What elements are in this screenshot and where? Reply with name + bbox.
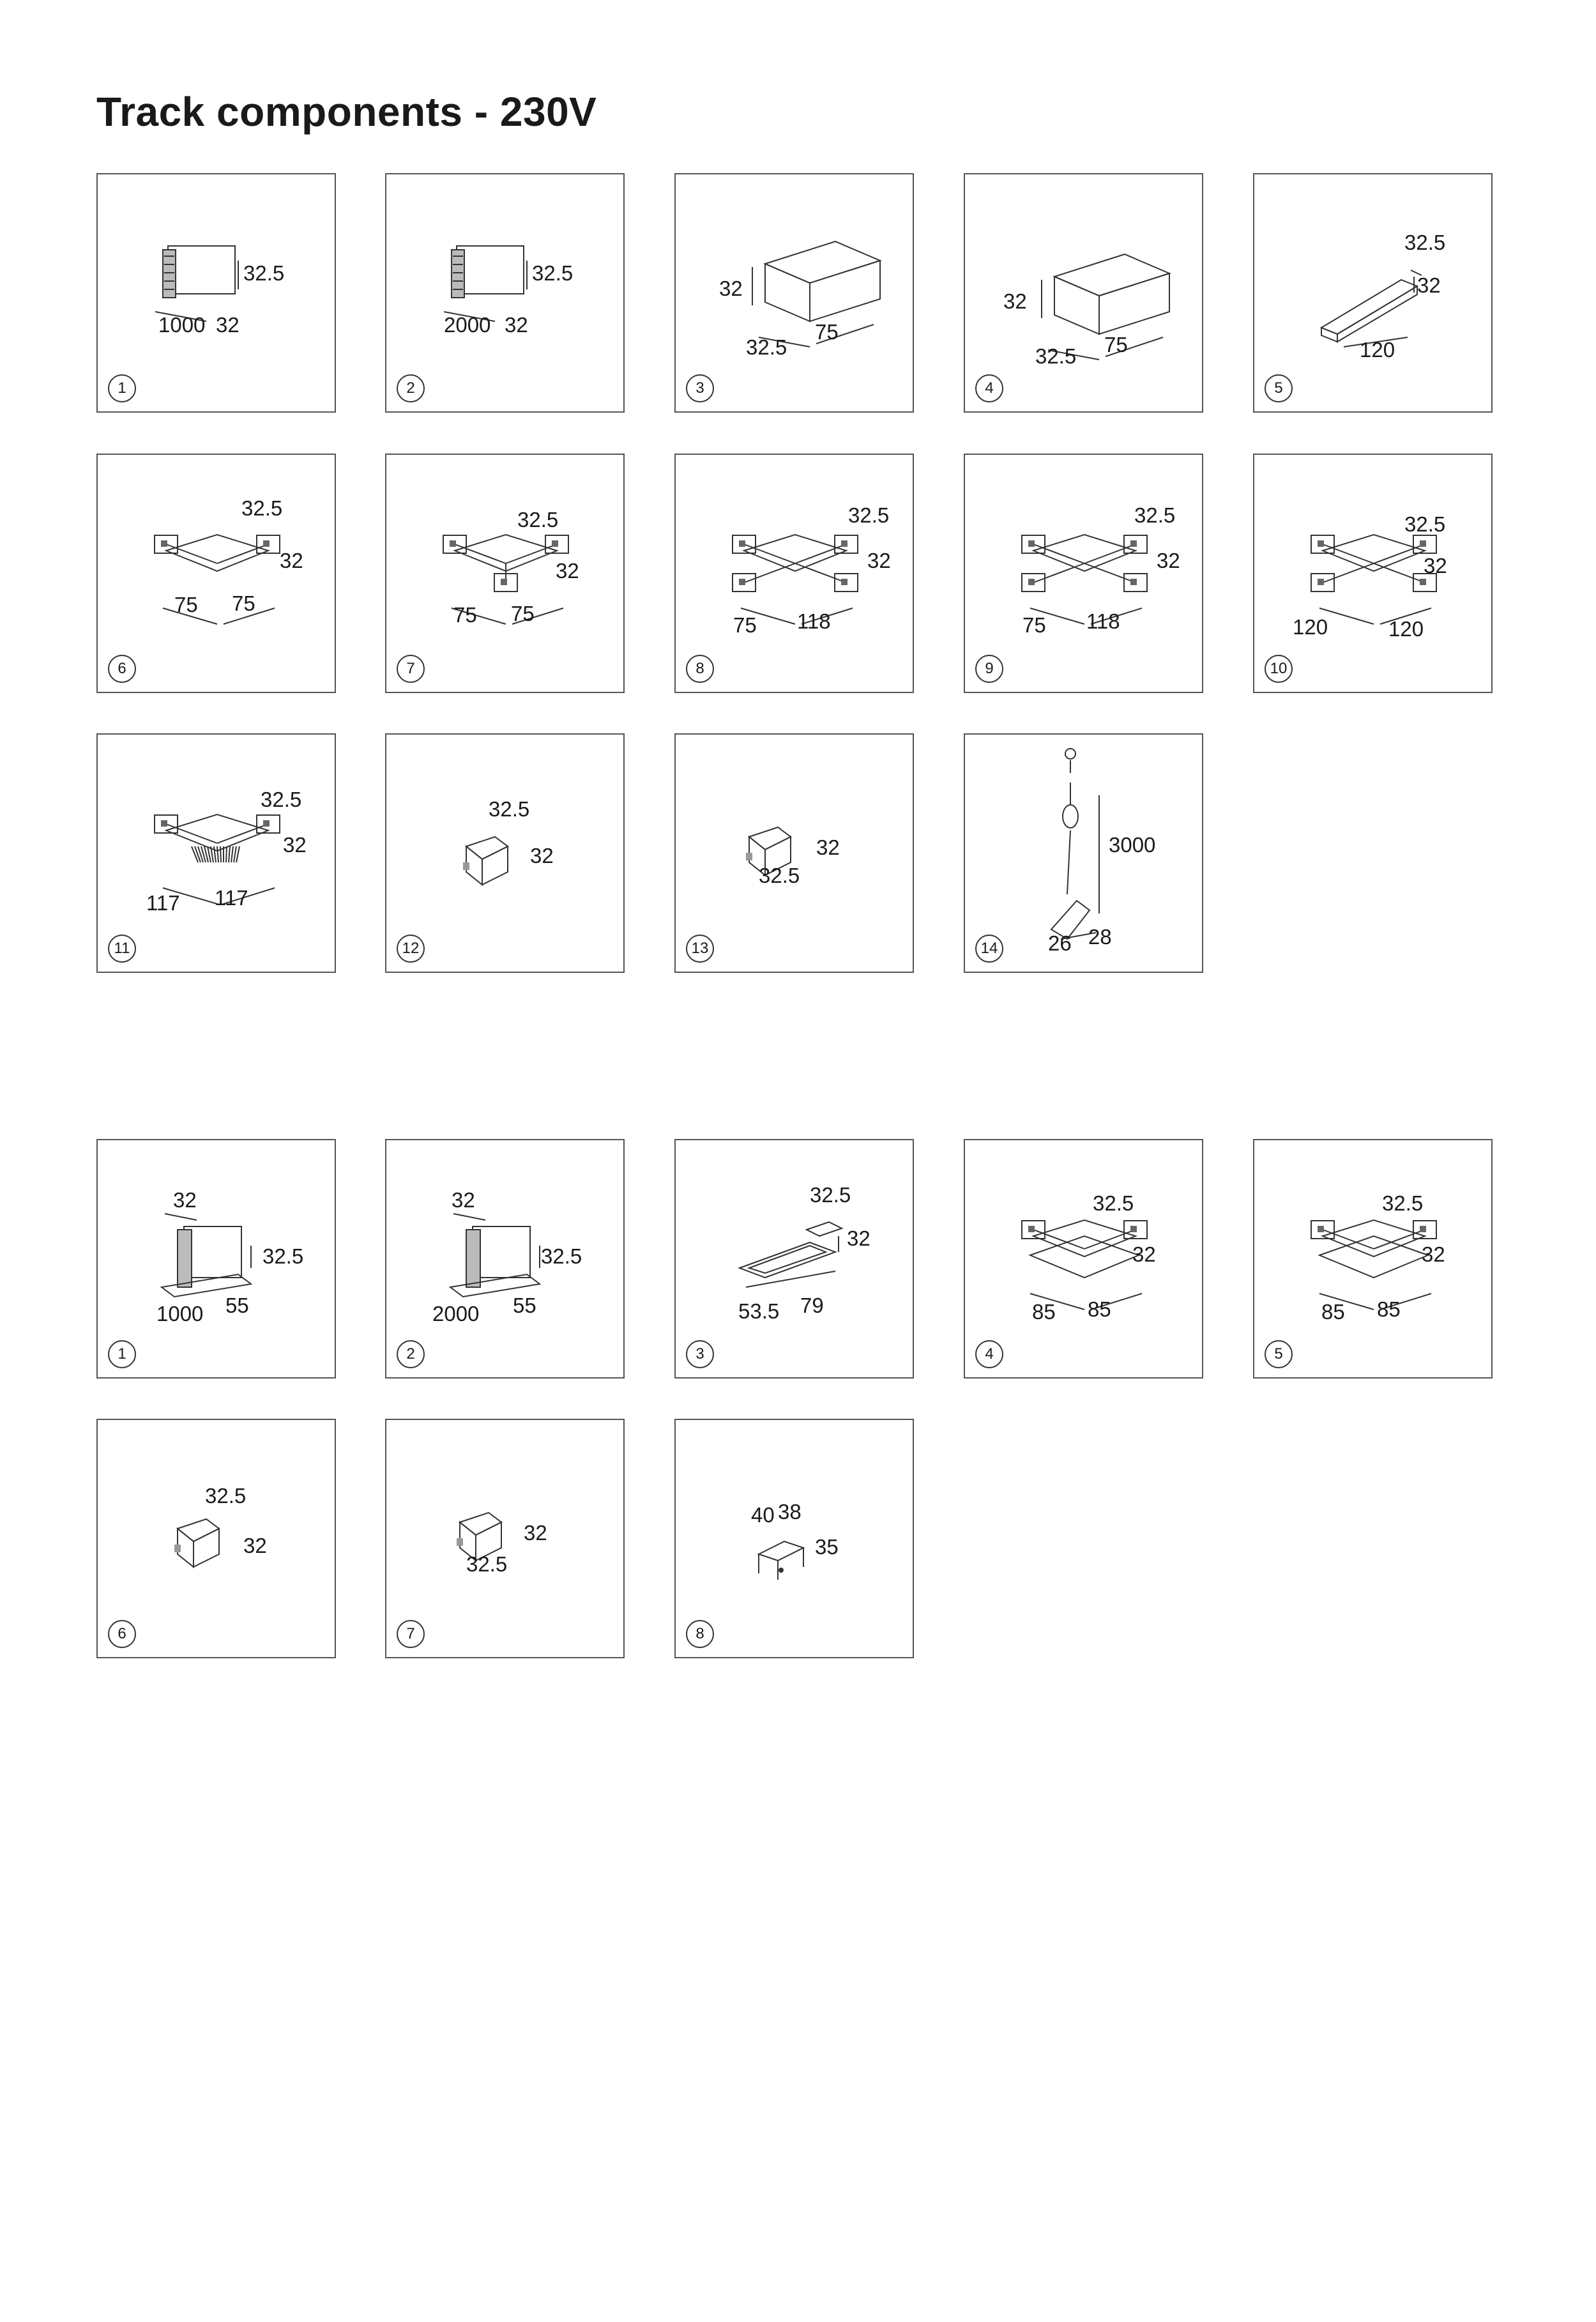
component-card [385,1419,625,1658]
component-card [96,1419,336,1658]
component-drawing [155,535,280,624]
component-card [96,1139,336,1379]
component-card [964,454,1203,693]
dimension-label: 75 [1104,333,1128,356]
item-number-badge: 9 [975,655,1003,683]
component-drawing [162,1214,251,1297]
component-drawing-svg [676,735,915,974]
dimension-label: 32 [173,1188,197,1212]
component-drawing-svg [1254,455,1494,694]
component-drawing-svg [386,1420,626,1660]
component-drawing [1311,1220,1436,1310]
dimension-label: 1000 [158,313,206,337]
component-card [964,733,1203,973]
component-card [1253,173,1493,413]
dimension-label: 32.5 [532,261,574,285]
dimension-label: 32 [1424,554,1447,577]
component-card [1253,454,1493,693]
item-number-badge: 14 [975,935,1003,963]
dimension-label: 85 [1088,1297,1111,1321]
dimension-label: 32 [280,549,303,572]
component-card [1253,1139,1493,1379]
dimension-label: 32.5 [262,1244,304,1268]
dimension-label: 85 [1321,1300,1345,1324]
component-card [964,173,1203,413]
component-drawing [463,837,508,885]
item-number-badge: 2 [397,1340,425,1368]
dimension-label: 32.5 [517,508,559,531]
dimension-label: 2000 [432,1302,480,1325]
component-card [674,733,914,973]
dimension-label: 32 [505,313,528,337]
dimension-label: 118 [1086,609,1120,633]
dimension-label: 120 [1360,338,1395,362]
dimension-label: 32.5 [1404,231,1446,254]
component-drawing [1022,1220,1147,1310]
dimension-label: 32 [867,549,891,572]
dimension-label: 26 [1048,931,1072,955]
component-drawing-svg [1254,1140,1494,1380]
dimension-label: 75 [453,603,477,627]
component-drawing [450,1214,540,1297]
dimension-label: 75 [733,613,757,637]
component-drawing [1311,535,1436,624]
dimension-label: 32 [452,1188,475,1212]
component-drawing-svg [676,1140,915,1380]
dimension-label: 85 [1032,1300,1056,1324]
dimension-label: 35 [815,1535,839,1559]
item-number-badge: 8 [686,1620,714,1648]
component-drawing [1321,270,1422,347]
item-number-badge: 2 [397,374,425,402]
dimension-label: 75 [815,320,839,344]
dimension-label: 2000 [444,313,491,337]
dimension-label: 32 [816,836,840,859]
item-number-badge: 11 [108,935,136,963]
component-card [96,173,336,413]
dimension-label: 3000 [1109,833,1156,857]
component-drawing [174,1519,219,1567]
dimension-label: 32 [1422,1242,1445,1266]
dimension-label: 118 [797,609,831,633]
dimension-label: 32 [530,844,554,867]
dimension-label: 75 [511,602,535,625]
dimension-label: 85 [1377,1297,1401,1321]
item-number-badge: 1 [108,1340,136,1368]
component-drawing-svg [676,1420,915,1660]
component-drawing [155,246,238,321]
dimension-label: 32.5 [241,496,283,520]
dimension-label: 32 [243,1534,267,1557]
dimension-label: 32 [719,277,743,300]
component-drawing-svg [965,735,1205,974]
item-number-badge: 7 [397,655,425,683]
item-number-badge: 3 [686,374,714,402]
dimension-label: 32 [556,559,579,583]
item-number-badge: 6 [108,655,136,683]
component-drawing [1022,535,1147,624]
dimension-label: 38 [778,1500,802,1524]
item-number-badge: 10 [1265,655,1293,683]
dimension-label: 53.5 [738,1299,780,1323]
component-drawing [733,535,858,624]
component-card [385,173,625,413]
dimension-label: 32.5 [489,797,530,821]
dimension-label: 40 [751,1503,775,1527]
dimension-label: 55 [225,1294,249,1317]
item-number-badge: 7 [397,1620,425,1648]
component-card [96,454,336,693]
dimension-label: 75 [174,593,198,616]
component-drawing [740,1222,842,1287]
dimension-label: 32 [847,1226,870,1250]
dimension-label: 32.5 [205,1484,247,1508]
item-number-badge: 1 [108,374,136,402]
dimension-label: 32.5 [243,261,285,285]
item-number-badge: 4 [975,1340,1003,1368]
dimension-label: 32.5 [1093,1191,1134,1215]
dimension-label: 32 [283,833,307,857]
dimension-label: 32.5 [1134,503,1176,527]
component-drawing [759,1541,803,1580]
component-drawing [444,246,527,321]
dimension-label: 32.5 [810,1183,851,1207]
component-drawing-svg [98,735,337,974]
component-drawing-svg [965,174,1205,414]
dimension-label: 32.5 [1382,1191,1424,1215]
item-number-badge: 4 [975,374,1003,402]
dimension-label: 120 [1388,617,1424,641]
dimension-label: 32 [1003,289,1027,313]
component-card [964,1139,1203,1379]
component-drawing-svg [965,1140,1205,1380]
dimension-label: 32.5 [759,864,800,887]
dimension-label: 28 [1088,925,1112,949]
item-number-badge: 12 [397,935,425,963]
dimension-label: 32.5 [746,335,787,359]
component-drawing-svg [1254,174,1494,414]
component-card [674,1139,914,1379]
component-drawing-svg [98,1420,337,1660]
item-number-badge: 5 [1265,1340,1293,1368]
dimension-label: 1000 [156,1302,204,1325]
dimension-label: 32 [1132,1242,1156,1266]
dimension-label: 117 [146,891,180,915]
component-drawing-svg [676,174,915,414]
component-card [674,173,914,413]
item-number-badge: 3 [686,1340,714,1368]
component-drawing-svg [386,455,626,694]
dimension-label: 32.5 [541,1244,582,1268]
component-card [674,1419,914,1658]
dimension-label: 75 [232,592,255,615]
component-card [96,733,336,973]
component-drawing-svg [676,455,915,694]
dimension-label: 55 [513,1294,536,1317]
component-drawing-svg [965,455,1205,694]
item-number-badge: 5 [1265,374,1293,402]
component-card [385,1139,625,1379]
dimension-label: 32 [1417,273,1441,297]
dimension-label: 32.5 [1035,344,1077,368]
dimension-label: 79 [800,1294,824,1317]
item-number-badge: 13 [686,935,714,963]
component-drawing-svg [386,735,626,974]
dimension-label: 32.5 [261,788,302,811]
component-drawing-svg [386,174,626,414]
component-card [385,733,625,973]
dimension-label: 32.5 [1404,512,1446,536]
dimension-label: 32 [524,1521,547,1545]
dimension-label: 32 [1157,549,1180,572]
page-title: Track components - 230V [96,89,597,135]
component-drawing-svg [98,455,337,694]
component-drawing-svg [98,174,337,414]
dimension-label: 120 [1293,615,1328,639]
dimension-label: 32 [216,313,239,337]
dimension-label: 75 [1022,613,1046,637]
component-drawing [1051,749,1099,939]
component-card [385,454,625,693]
component-drawing-svg [98,1140,337,1380]
dimension-label: 117 [215,886,248,910]
item-number-badge: 8 [686,655,714,683]
dimension-label: 32.5 [466,1552,508,1576]
dimension-label: 32.5 [848,503,890,527]
item-number-badge: 6 [108,1620,136,1648]
component-card [674,454,914,693]
component-drawing-svg [386,1140,626,1380]
